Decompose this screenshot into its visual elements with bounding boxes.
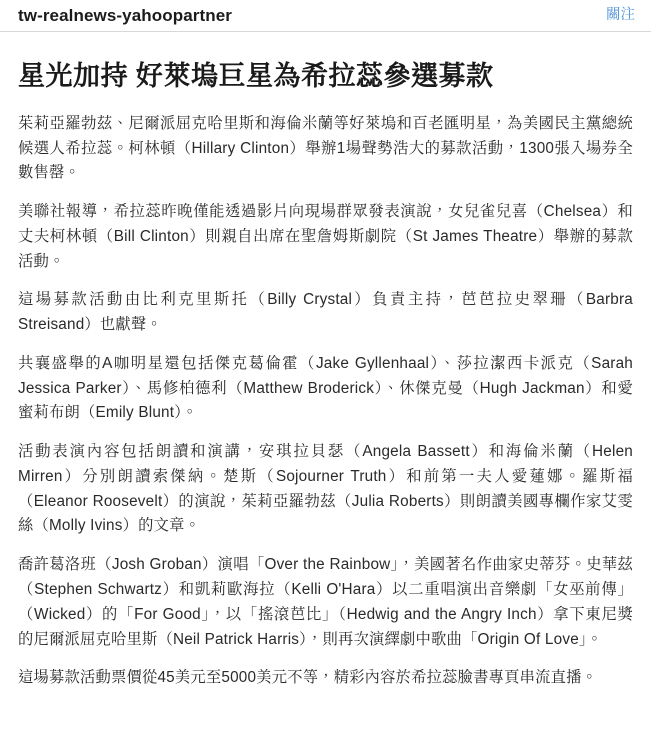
article-paragraphs: [18, 112, 633, 691]
article-paragraph: 活動表演內容包括朗讀和演講，安琪拉貝瑟（Angela Bassett）和海倫米蘭（Helen Mirren）分別朗讀索傑納。楚斯（Sojourner Truth）和前第一夫人愛蓮娜。羅斯福（Eleanor Roosevelt）的演說，茱莉亞羅勃茲（Julia Roberts）則朗讀美國專欄作家艾雯絲（Molly Ivins）的文章。: [18, 443, 633, 535]
article-paragraph: 共襄盛舉的A咖明星還包括傑克葛倫霍（Jake Gyllenhaal）、莎拉潔西卡派克（Sarah Jessica Parker）、馬修柏德利（Matthew Broderick）、休傑克曼（Hugh Jackman）和愛蜜莉布朗（Emily Blunt）。: [18, 354, 633, 422]
article-headline: 星光加持 好萊塢巨星為希拉蕊參選募款: [18, 61, 494, 91]
article-paragraph: 美聯社報導，希拉蕊昨晚僅能透過影片向現場群眾發表演說，女兒雀兒喜（Chelsea）和丈夫柯林頓（Bill Clinton）則親自出席在聖詹姆斯劇院（St James Theatre）舉辦的募款活動。: [18, 203, 633, 270]
follow-button[interactable]: 關注: [606, 7, 635, 24]
article-paragraph: 喬許葛洛班（Josh Groban）演唱「Over the Rainbow」，美國著名作曲家史蒂芬。史華茲（Stephen Schwartz）和凱莉歐海拉（Kelli O'Hara）以二重唱演出音樂劇「女巫前傳」（Wicked）的「For Good」，以「搖滾芭比」（Hedwig and the Angry Inch）拿下東尼獎的尼爾派屈克哈里斯（Neil Patrick Harris），則再次演繹劇中歌曲「Origin Of Love」。: [18, 556, 633, 648]
article-body: [0, 32, 651, 691]
publisher-account-name: tw-realnews-yahoopartner: [18, 6, 233, 25]
article-paragraph: 這場募款活動由比利克里斯托（Billy Crystal）負責主持，芭芭拉史翠珊（Barbra Streisand）也獻聲。: [18, 291, 633, 334]
article-paragraph: 茱莉亞羅勃茲、尼爾派屈克哈里斯和海倫米蘭等好萊塢和百老匯明星，為美國民主黨總統候選人希拉蕊。柯林頓（Hillary Clinton）舉辦1場聲勢浩大的募款活動，1300張入場券全數售罄。: [18, 114, 633, 182]
publisher-header: [0, 0, 651, 31]
article-paragraph: 這場募款活動票價從45美元至5000美元不等，精彩內容於希拉蕊臉書專頁串流直播。: [18, 669, 598, 687]
